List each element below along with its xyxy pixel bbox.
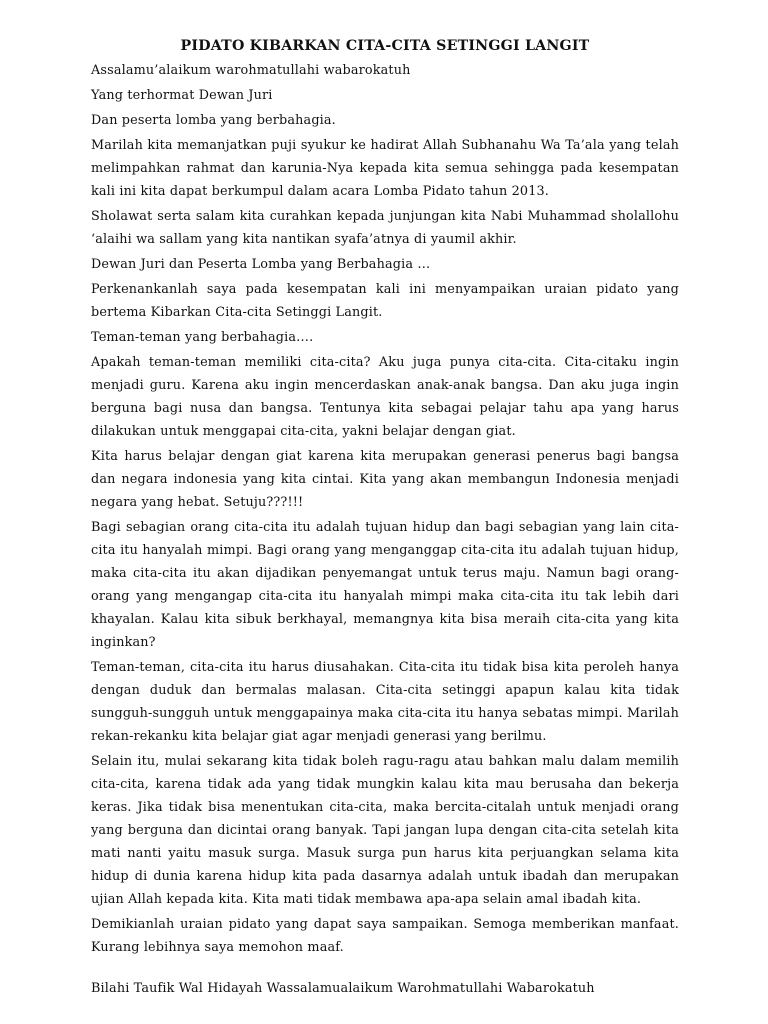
body-paragraph-4: Teman-teman, cita-cita itu harus diusahakan. Cita-cita itu tidak bisa kita peroleh hanya dengan duduk dan bermalas malasan. Cita-cita setinggi apapun kalau kita tidak sungguh-sungguh untuk menggapainya maka cita-cita itu hanya sebatas mimpi. Marilah rekan-rekanku kita belajar giat agar menjadi generasi yang berilmu.	[91, 660, 679, 744]
conclusion-paragraph: Demikianlah uraian pidato yang dapat saya sampaikan. Semoga memberikan manfaat. Kurang lebihnya saya memohon maaf.	[91, 917, 679, 955]
salutation-participants: Dan peserta lomba yang berbahagia.	[91, 113, 336, 128]
body-paragraph-3: Bagi sebagian orang cita-cita itu adalah tujuan hidup dan bagi sebagian yang lain cita-cita itu hanyalah mimpi. Bagi orang yang menganggap cita-cita itu adalah tujuan hidup, maka cita-cita itu akan dijadikan penyemangat untuk terus maju. Namun bagi orang-orang yang mengangap cita-cita itu hanyalah mimpi maka cita-cita itu tak lebih dari khayalan. Kalau kita sibuk berkhayal, memangnya kita bisa meraih cita-cita yang kita inginkan?	[91, 520, 679, 650]
theme-introduction-paragraph: Perkenankanlah saya pada kesempatan kali ini menyampaikan uraian pidato yang bertema Kibarkan Cita-cita Setinggi Langit.	[91, 282, 679, 320]
closing-salam: Bilahi Taufik Wal Hidayah Wassalamualaikum Warohmatullahi Wabarokatuh	[91, 981, 595, 996]
body-paragraph-5: Selain itu, mulai sekarang kita tidak boleh ragu-ragu atau bahkan malu dalam memilih cita-cita, karena tidak ada yang tidak mungkin kalau kita mau berusaha dan bekerja keras. Jika tidak bisa menentukan cita-cita, maka bercita-citalah untuk menjadi orang yang berguna dan dicintai orang banyak. Tapi jangan lupa dengan cita-cita setelah kita mati nanti yaitu masuk surga. Masuk surga pun harus kita perjuangkan selama kita hidup di dunia karena hidup kita pada dasarnya adalah untuk ibadah dan merupakan ujian Allah kepada kita. Kita mati tidak membawa apa-apa selain amal ibadah kita.	[91, 754, 679, 907]
address-friends-paragraph: Teman-teman yang berbahagia….	[91, 330, 314, 345]
greeting-paragraph: Assalamu’alaikum warohmatullahi wabarokatuh	[91, 63, 411, 78]
document-title: PIDATO KIBARKAN CITA-CITA SETINGGI LANGIT	[180, 38, 590, 54]
body-paragraph-2: Kita harus belajar dengan giat karena kita merupakan generasi penerus bagi bangsa dan negara indonesia yang kita cintai. Kita yang akan membangun Indonesia menjadi negara yang hebat. Setuju???!!!	[91, 449, 679, 510]
sholawat-paragraph: Sholawat serta salam kita curahkan kepada junjungan kita Nabi Muhammad sholallohu ‘alaihi wa sallam yang kita nantikan syafa’atnya di yaumil akhir.	[91, 209, 679, 247]
salutation-jury: Yang terhormat Dewan Juri	[91, 88, 273, 103]
opening-gratitude-paragraph: Marilah kita memanjatkan puji syukur ke hadirat Allah Subhanahu Wa Ta’ala yang telah melimpahkan rahmat dan karunia-Nya kepada kita semua sehingga pada kesempatan kali ini kita dapat berkumpul dalam acara Lomba Pidato tahun 2013.	[91, 138, 679, 199]
body-paragraph-1: Apakah teman-teman memiliki cita-cita? Aku juga punya cita-cita. Cita-citaku ingin menjadi guru. Karena aku ingin mencerdaskan anak-anak bangsa. Dan aku juga ingin berguna bagi nusa dan bangsa. Tentunya kita sebagai pelajar tahu apa yang harus dilakukan untuk menggapai cita-cita, yakni belajar dengan giat.	[91, 355, 679, 439]
address-jury-paragraph: Dewan Juri dan Peserta Lomba yang Berbahagia …	[91, 257, 431, 272]
